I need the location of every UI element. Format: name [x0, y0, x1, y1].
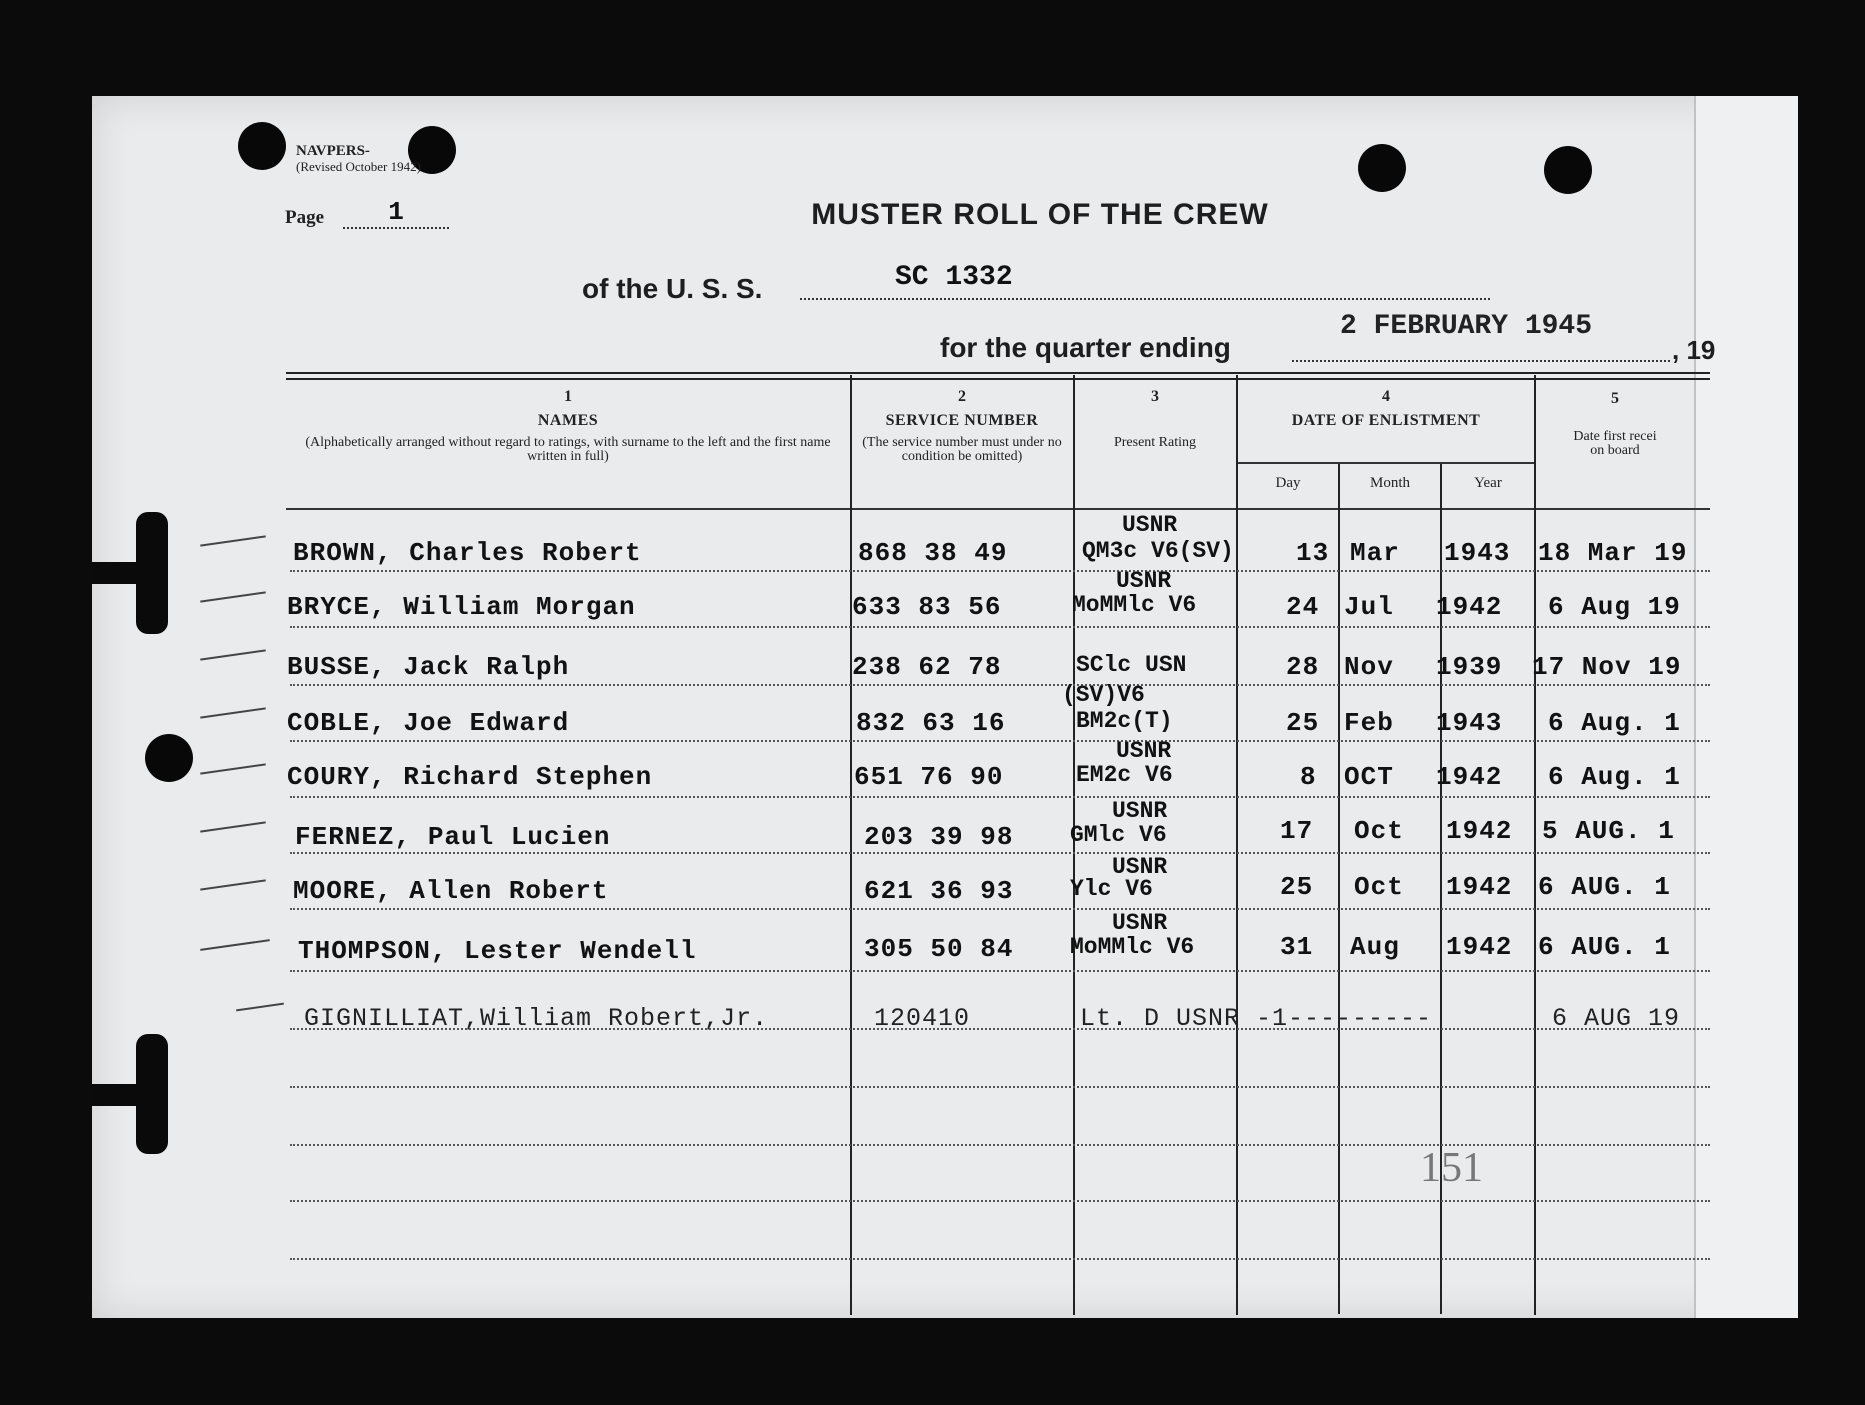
column-header-names: [294, 390, 842, 464]
row-rating: SClc USN: [1076, 652, 1187, 678]
document-title: MUSTER ROLL OF THE CREW: [811, 198, 1269, 231]
ship-name: SC 1332: [895, 262, 1013, 293]
row-line: [290, 796, 1710, 798]
row-line: [290, 970, 1710, 972]
row-rating: GMlc V6: [1070, 822, 1167, 848]
column-number: 2: [958, 388, 966, 405]
row-rating-top: (SV)V6: [1062, 682, 1145, 708]
row-enlist-day: 25: [1280, 872, 1314, 902]
row-first-on-board: 5 AUG. 1: [1542, 816, 1675, 846]
quarter-date: 2 FEBRUARY 1945: [1340, 311, 1593, 342]
row-enlist-day: 17: [1280, 816, 1314, 846]
row-line: [290, 740, 1710, 742]
row-enlist-year: 1942: [1446, 816, 1513, 846]
form-number: NAVPERS-: [296, 143, 370, 159]
enlistment-subheader-rule: [1238, 462, 1534, 464]
column-header-date-of-enlistment: [1240, 390, 1532, 428]
row-rating: QM3c V6(SV): [1082, 538, 1234, 564]
punch-hole: [1544, 146, 1592, 194]
row-rating: BM2c(T): [1076, 708, 1173, 734]
row-enlist-month: OCT: [1344, 762, 1394, 792]
page-edge: [1694, 96, 1798, 1318]
column-title: SERVICE NUMBER: [885, 412, 1039, 429]
column-divider: [1236, 375, 1238, 1315]
column-title-line-2: on board: [1590, 443, 1640, 458]
row-enlist-year: 1942: [1436, 762, 1503, 792]
year-prefix: , 19: [1672, 335, 1716, 365]
punch-hole: [238, 122, 286, 170]
row-service-number: 621 36 93: [864, 876, 1014, 906]
column-note: (Alphabetically arranged without regard to ratings, with surname to the left and the first name written in full): [305, 435, 831, 464]
row-enlist-year: 1939: [1436, 652, 1503, 682]
row-rating-top: USNR: [1112, 798, 1168, 824]
row-rating-top: USNR: [1122, 512, 1178, 538]
row-line: [290, 1200, 1710, 1202]
column-number: 3: [1151, 388, 1159, 405]
row-name: FERNEZ, Paul Lucien: [295, 822, 611, 852]
form-revision: (Revised October 1942): [296, 159, 421, 174]
column-divider: [1534, 375, 1536, 1315]
row-rating: MoMMlc V6: [1070, 934, 1195, 960]
row-first-on-board: 6 Aug. 1: [1548, 762, 1681, 792]
row-name: BROWN, Charles Robert: [293, 538, 642, 568]
column-header-present-rating: [1078, 390, 1232, 450]
row-enlist-year: 1942: [1436, 592, 1503, 622]
row-line: [290, 1086, 1710, 1088]
row-line: [290, 1258, 1710, 1260]
row-name: COURY, Richard Stephen: [287, 762, 653, 792]
row-rating: EM2c V6: [1076, 762, 1173, 788]
row-service-number: 305 50 84: [864, 934, 1014, 964]
row-enlist-day: 24: [1286, 592, 1320, 622]
row-rating-top: USNR: [1116, 738, 1172, 764]
form-identifier: [296, 144, 421, 175]
column-number: 5: [1611, 390, 1619, 407]
row-first-on-board: 17 Nov 19: [1532, 652, 1682, 682]
column-header-service-number: [858, 390, 1066, 464]
row-enlist-year: 1943: [1436, 708, 1503, 738]
table-top-rule: [286, 378, 1710, 380]
row-first-on-board: 6 Aug 19: [1548, 592, 1681, 622]
row-service-number: 868 38 49: [858, 538, 1008, 568]
row-first-on-board: 6 AUG. 1: [1538, 932, 1671, 962]
punch-hole: [145, 734, 193, 782]
row-service-number: 203 39 98: [864, 822, 1014, 852]
row-name: BUSSE, Jack Ralph: [287, 652, 570, 682]
row-name: GIGNILLIAT,William Robert,Jr.: [304, 1004, 769, 1033]
header-bottom-rule: [286, 508, 1710, 510]
column-divider: [1338, 462, 1340, 1314]
row-rating-top: USNR: [1112, 910, 1168, 936]
row-service-number: 120410: [874, 1004, 971, 1033]
page-stamp-number: 151: [1420, 1145, 1483, 1191]
row-enlist-day: 31: [1280, 932, 1314, 962]
subheader-month: Month: [1369, 475, 1410, 491]
row-enlist-day: 28: [1286, 652, 1320, 682]
row-name: COBLE, Joe Edward: [287, 708, 570, 738]
subheader-year: Year: [1474, 475, 1502, 491]
row-first-on-board: 18 Mar 19: [1538, 538, 1688, 568]
page-label: Page: [285, 207, 325, 228]
ship-label: of the U. S. S.: [582, 273, 763, 304]
row-enlist-month: Mar: [1350, 538, 1400, 568]
row-enlist-month: Aug: [1350, 932, 1400, 962]
binder-clip: [136, 512, 168, 634]
row-enlist-year: 1943: [1444, 538, 1511, 568]
row-enlist-month: Oct: [1354, 872, 1404, 902]
row-line: [290, 626, 1710, 628]
row-service-number: 832 63 16: [856, 708, 1006, 738]
row-enlist-year: 1942: [1446, 872, 1513, 902]
row-service-number: 651 76 90: [854, 762, 1004, 792]
row-rating: Ylc V6: [1070, 876, 1153, 902]
row-line: [290, 1144, 1710, 1146]
table-top-rule: [286, 372, 1710, 374]
row-first-on-board: 6 AUG. 1: [1538, 872, 1671, 902]
row-service-number: 238 62 78: [852, 652, 1002, 682]
row-enlist-day: 25: [1286, 708, 1320, 738]
row-enlist-day: 13: [1296, 538, 1330, 568]
subheader-day: Day: [1275, 475, 1301, 491]
page-number: 1: [343, 197, 449, 229]
column-title: Present Rating: [1113, 435, 1197, 450]
row-rating-top: USNR: [1112, 854, 1168, 880]
row-enlist-month: Oct: [1354, 816, 1404, 846]
row-name: THOMPSON, Lester Wendell: [298, 936, 697, 966]
row-line: [290, 852, 1710, 854]
row-line: [290, 570, 1710, 572]
row-line: [290, 684, 1710, 686]
column-number: 1: [564, 388, 572, 405]
punch-hole: [1358, 144, 1406, 192]
row-rating: MoMMlc V6: [1072, 592, 1197, 618]
row-enlist-month: Jul: [1344, 592, 1394, 622]
row-enlist-year: 1942: [1446, 932, 1513, 962]
row-first-on-board: 6 Aug. 1: [1548, 708, 1681, 738]
column-note: (The service number must under no condition be omitted): [862, 435, 1062, 464]
row-enlist-month: Nov: [1344, 652, 1394, 682]
column-header-date-first-received: [1540, 392, 1690, 458]
column-title: DATE OF ENLISTMENT: [1291, 412, 1481, 429]
row-enlist-day: 8: [1300, 762, 1317, 792]
binder-clip: [136, 1034, 168, 1154]
row-service-number: 633 83 56: [852, 592, 1002, 622]
column-title: Date first recei: [1573, 429, 1657, 444]
row-line: [290, 908, 1710, 910]
row-first-on-board: 6 AUG 19: [1552, 1004, 1681, 1033]
row-enlist-month: Feb: [1344, 708, 1394, 738]
row-rating: Lt. D USNR -1---------: [1080, 1004, 1433, 1033]
row-name: MOORE, Allen Robert: [293, 876, 609, 906]
column-title: NAMES: [537, 412, 599, 429]
row-rating-top: USNR: [1116, 568, 1172, 594]
quarter-label: for the quarter ending: [940, 332, 1231, 363]
column-number: 4: [1382, 388, 1390, 405]
column-divider: [850, 375, 852, 1315]
row-name: BRYCE, William Morgan: [287, 592, 636, 622]
